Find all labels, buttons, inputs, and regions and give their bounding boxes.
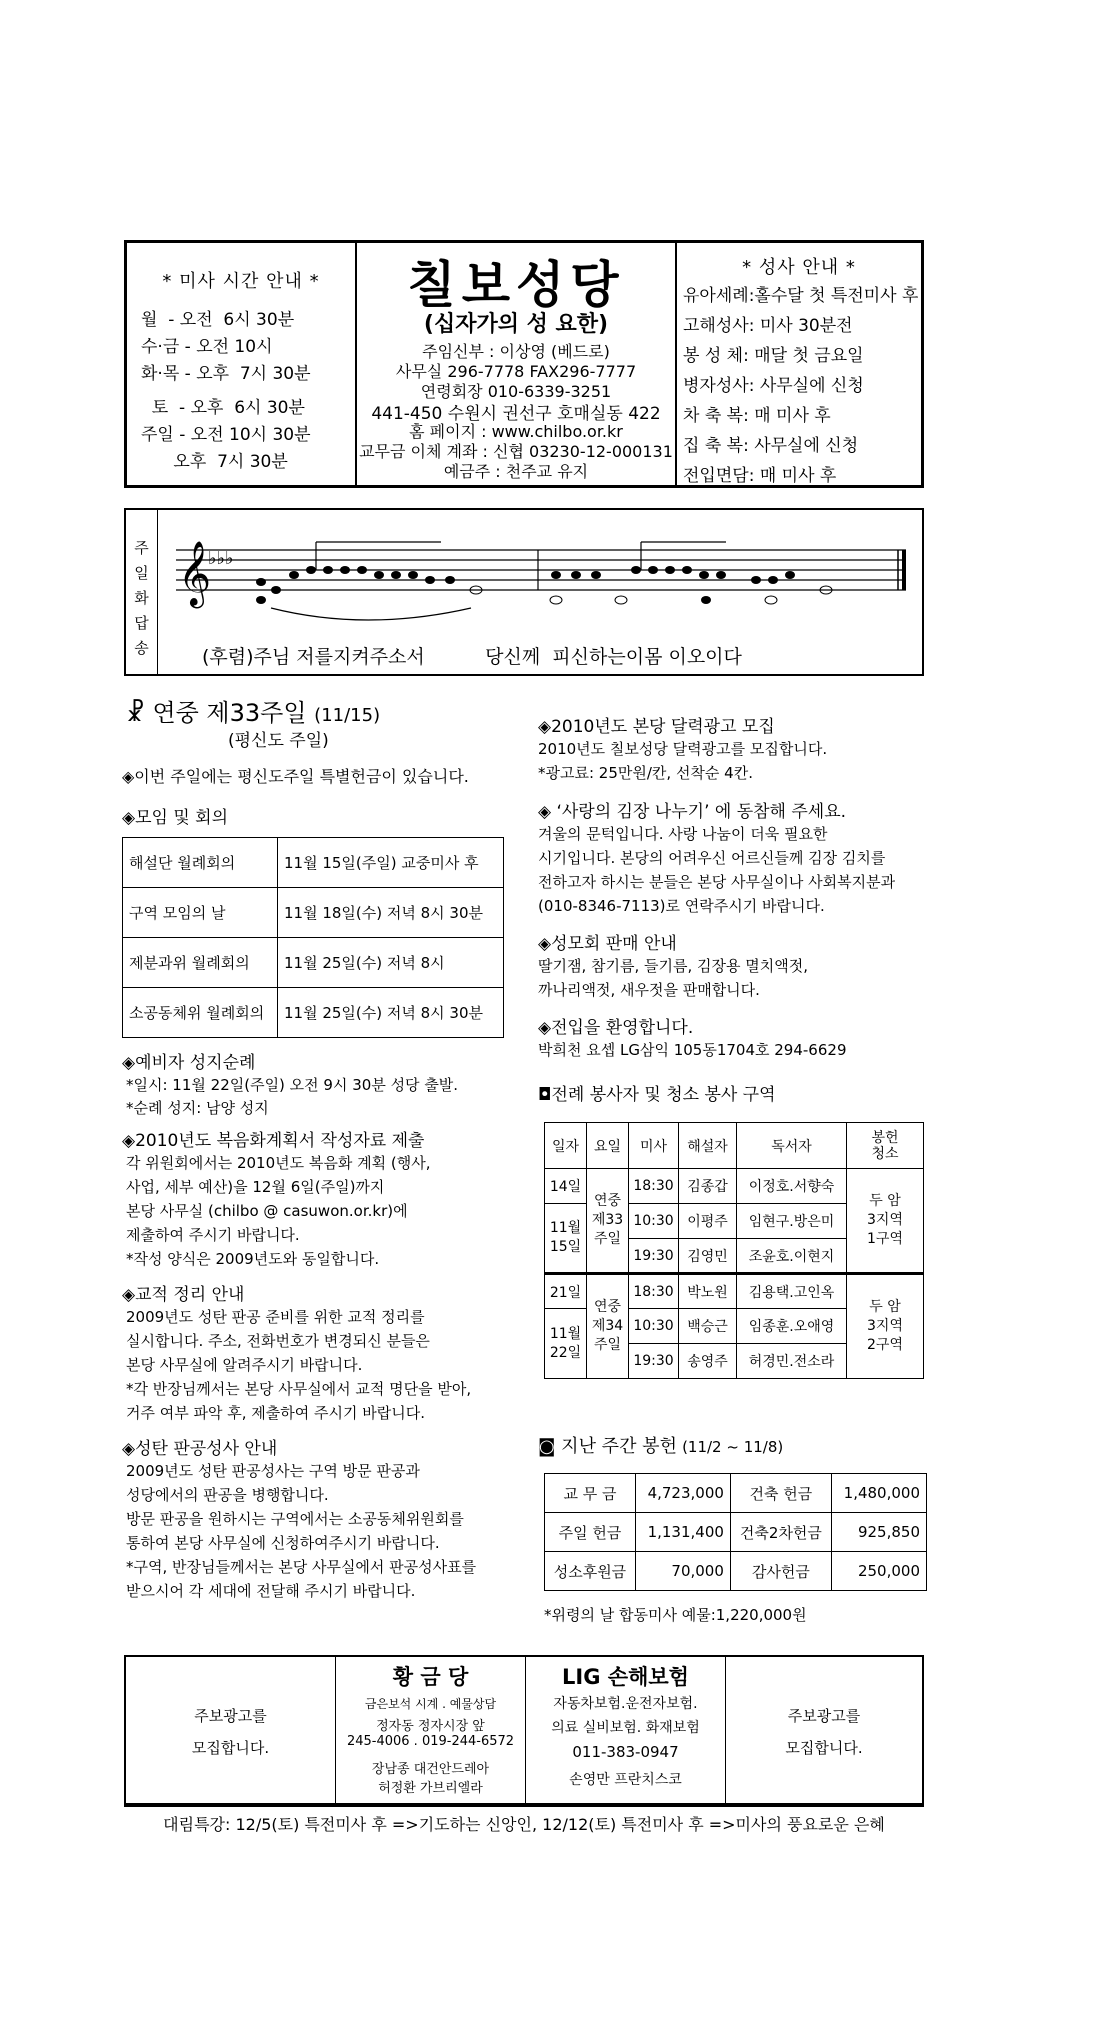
parish-subtitle: (십자가의 성 요한) xyxy=(423,312,609,337)
mass-times-title: * 미사 시간 안내 * xyxy=(162,271,320,292)
address: 441-450 수원시 권선구 호매실동 422 xyxy=(371,404,661,424)
ad-text: 의료 실비보험. 화재보험 xyxy=(551,1720,700,1736)
office-phone: 사무실 296-7778 FAX296-7777 xyxy=(395,362,637,381)
liturgy-service-table xyxy=(544,1122,924,1379)
homepage: 홈 페이지 : www.chilbo.or.kr xyxy=(409,422,623,441)
table-row xyxy=(123,938,504,988)
ad-left xyxy=(126,1657,336,1803)
commentator-cell: 이평주 xyxy=(679,1204,737,1239)
meeting-time: 11월 18일(수) 저녁 8시 30분 xyxy=(278,888,504,938)
offering-amount: 1,480,000 xyxy=(831,1474,926,1513)
council-phone: 연령회장 010-6339-3251 xyxy=(420,382,612,401)
confession-heading: ◈성탄 판공성사 안내 xyxy=(122,1439,278,1459)
meeting-time: 11월 25일(수) 저녁 8시 xyxy=(278,938,504,988)
lector-cell: 김용택.고인옥 xyxy=(737,1274,847,1309)
evangelization-line: 사업, 세부 예산)을 12월 6일(주일)까지 xyxy=(126,1178,385,1196)
sunday-title xyxy=(126,693,380,728)
pilgrimage-line: *일시: 11월 22일(주일) 오전 9시 30분 성당 출발. xyxy=(126,1076,459,1094)
offering-heading-text: ◙ 지난 주간 봉헌 xyxy=(538,1436,677,1457)
table-row xyxy=(123,988,504,1038)
offering-label: 건축2차헌금 xyxy=(730,1513,831,1552)
meeting-name: 제분과위 월례회의 xyxy=(123,938,278,988)
ad-insurance xyxy=(526,1657,726,1803)
commentator-cell: 백승근 xyxy=(679,1309,737,1344)
evangelization-line: 각 위원회에서는 2010년도 복음화 계획 (행사, xyxy=(126,1154,431,1172)
mass-time-row: 오후 7시 30분 xyxy=(141,452,288,472)
meetings-heading: ◈모임 및 회의 xyxy=(122,808,228,828)
ad-text: 장남종 대건안드레아 xyxy=(371,1762,490,1777)
svg-text:𝄞: 𝄞 xyxy=(178,541,212,606)
table-row xyxy=(545,1513,927,1552)
offering-amount: 250,000 xyxy=(831,1552,926,1591)
mass-time-row: 수·금 - 오전 10시 xyxy=(141,337,273,357)
confession-line: 받으시어 각 세대에 전달해 주시기 바랍니다. xyxy=(126,1582,416,1600)
offering-label: 건축 헌금 xyxy=(730,1474,831,1513)
meetings-table xyxy=(122,837,504,1038)
lector-cell: 이정호.서향숙 xyxy=(737,1169,847,1204)
col-header: 봉헌 청소 xyxy=(847,1123,924,1169)
ad-text: 245-4006 . 019-244-6572 xyxy=(346,1734,515,1749)
mass-time-row: 토 - 오후 6시 30분 xyxy=(141,398,305,418)
mass-time-row: 화·목 - 오후 7시 30분 xyxy=(141,364,311,384)
mass-time-cell: 18:30 xyxy=(629,1274,679,1309)
footer-divider xyxy=(124,1804,924,1807)
evangelization-line: *작성 양식은 2009년도와 동일합니다. xyxy=(126,1250,380,1268)
sacraments-title: * 성사 안내 * xyxy=(742,257,856,278)
pilgrimage-heading: ◈예비자 성지순례 xyxy=(122,1053,256,1073)
lector-cell: 허경민.전소라 xyxy=(737,1344,847,1379)
lector-cell: 임종훈.오애영 xyxy=(737,1309,847,1344)
pilgrimage-line: *순례 성지: 남양 성지 xyxy=(126,1099,269,1117)
ad-text: 011-383-0947 xyxy=(572,1743,679,1761)
table-row xyxy=(545,1274,924,1309)
meeting-name: 구역 모임의 날 xyxy=(123,888,278,938)
meeting-time: 11월 15일(주일) 교중미사 후 xyxy=(278,838,504,888)
offering-table xyxy=(544,1473,927,1591)
offering-heading xyxy=(538,1432,783,1458)
registry-heading: ◈교적 정리 안내 xyxy=(122,1285,245,1305)
offering-label: 주일 헌금 xyxy=(545,1513,636,1552)
calendar-ad-line: *광고료: 25만원/칸, 선착순 4칸. xyxy=(538,764,753,782)
ad-goldshop xyxy=(336,1657,526,1803)
offering-label: 교 무 금 xyxy=(545,1474,636,1513)
commentator-cell: 박노원 xyxy=(679,1274,737,1309)
offering-note: *위령의 날 합동미사 예물:1,220,000원 xyxy=(544,1606,807,1624)
evangelization-line: 제출하여 주시기 바랍니다. xyxy=(126,1226,300,1244)
kimchi-line: 시기입니다. 본당의 어려우신 어르신들께 김장 김치를 xyxy=(538,849,886,867)
sunday-date: (11/15) xyxy=(314,705,381,726)
sunday-subtitle: (평신도 주일) xyxy=(228,731,329,751)
col-header: 미사 xyxy=(629,1123,679,1169)
registry-line: *각 반장님께서는 본당 사무실에서 교적 명단을 받아, xyxy=(126,1380,472,1398)
evangelization-heading: ◈2010년도 복음화계획서 작성자료 제출 xyxy=(122,1131,425,1151)
day-cell: 연중 제34 주일 xyxy=(587,1274,629,1379)
ad-text: 주보광고를 xyxy=(194,1707,267,1725)
offering-amount: 925,850 xyxy=(831,1513,926,1552)
sacrament-row: 병자성사: 사무실에 신청 xyxy=(683,376,864,396)
meeting-name: 소공동체위 월례회의 xyxy=(123,988,278,1038)
date-cell: 14일 xyxy=(545,1169,587,1204)
mass-time-row: 주일 - 오전 10시 30분 xyxy=(141,425,311,445)
sunday-title-text: ☧ 연중 제33주일 xyxy=(126,699,307,727)
psalm-label-char: 답 xyxy=(134,614,149,632)
lector-cell: 조윤호.이현지 xyxy=(737,1239,847,1274)
calendar-ad-line: 2010년도 칠보성당 달력광고를 모집합니다. xyxy=(538,740,828,758)
meeting-time: 11월 25일(수) 저녁 8시 30분 xyxy=(278,988,504,1038)
ad-text: 모집합니다. xyxy=(785,1739,863,1757)
evangelization-line: 본당 사무실 (chilbo @ casuwon.or.kr)에 xyxy=(126,1202,408,1220)
bulletin-header xyxy=(124,240,924,488)
psalm-lyrics: (후렴)주님 저를지켜주소서 당신께 피신하는이몸 이오이다 xyxy=(202,646,742,668)
psalm-label-char: 화 xyxy=(134,589,149,607)
registry-line: 2009년도 성탄 판공 준비를 위한 교적 정리를 xyxy=(126,1308,425,1326)
date-cell: 21일 xyxy=(545,1274,587,1309)
ad-text: 손영만 프란치스코 xyxy=(569,1772,682,1788)
sacrament-row: 전입면담: 매 미사 후 xyxy=(683,466,837,486)
ads-box xyxy=(124,1655,924,1805)
pastor-info: 주임신부 : 이상영 (베드로) xyxy=(422,342,610,361)
table-row xyxy=(123,838,504,888)
sacrament-row: 차 축 복: 매 미사 후 xyxy=(683,406,831,426)
kimchi-line: 전하고자 하시는 분들은 본당 사무실이나 사회복지분과 xyxy=(538,873,896,891)
mass-time-cell: 10:30 xyxy=(629,1204,679,1239)
table-row xyxy=(545,1552,927,1591)
cleaning-cell: 두 암 3지역 1구역 xyxy=(847,1169,924,1274)
sales-line: 까나리액젓, 새우젓을 판매합니다. xyxy=(538,981,760,999)
special-collection-note: ◈이번 주일에는 평신도주일 특별헌금이 있습니다. xyxy=(122,767,469,786)
offering-label: 성소후원금 xyxy=(545,1552,636,1591)
sacrament-row: 고해성사: 미사 30분전 xyxy=(683,316,853,336)
depositor-info: 예금주 : 천주교 유지 xyxy=(443,462,589,481)
offering-range: (11/2 ~ 11/8) xyxy=(682,1438,784,1456)
confession-line: 방문 판공을 원하시는 구역에서는 소공동체위원회를 xyxy=(126,1510,464,1528)
sales-line: 딸기잼, 참기름, 들기름, 김장용 멸치액젓, xyxy=(538,957,808,975)
calendar-ad-heading: ◈2010년도 본당 달력광고 모집 xyxy=(538,717,775,737)
table-row xyxy=(123,888,504,938)
advent-lecture-note: 대림특강: 12/5(토) 특전미사 후 =>기도하는 신앙인, 12/12(토) 특전미사 후 =>미사의 풍요로운 은혜 xyxy=(163,1815,885,1834)
registry-line: 거주 여부 파악 후, 제출하여 주시기 바랍니다. xyxy=(126,1404,425,1422)
table-row xyxy=(545,1474,927,1513)
welcome-line: 박희천 요셉 LG삼익 105동1704호 294-6629 xyxy=(538,1041,847,1059)
table-row xyxy=(545,1169,924,1204)
confession-line: 2009년도 성탄 판공성사는 구역 방문 판공과 xyxy=(126,1462,420,1480)
mass-time-cell: 10:30 xyxy=(629,1309,679,1344)
mass-time-row: 월 - 오전 6시 30분 xyxy=(141,310,295,330)
offering-amount: 4,723,000 xyxy=(635,1474,730,1513)
kimchi-heading: ◈ ‘사랑의 김장 나누기’ 에 동참해 주세요. xyxy=(538,802,847,822)
account-info: 교무금 이체 계좌 : 신협 03230-12-000131 xyxy=(359,442,673,461)
commentator-cell: 김영민 xyxy=(679,1239,737,1274)
music-staff xyxy=(166,520,916,640)
ad-text: 주보광고를 xyxy=(787,1707,861,1725)
kimchi-line: (010-8346-7113)로 연락주시기 바랍니다. xyxy=(538,897,825,915)
sales-heading: ◈성모회 판매 안내 xyxy=(538,934,677,954)
insurance-name: LIG 손해보험 xyxy=(562,1665,689,1689)
ad-text: 금은보석 시계 . 예물상담 xyxy=(364,1697,497,1711)
ad-text: 정자동 정자시장 앞 xyxy=(376,1719,485,1734)
offering-amount: 1,131,400 xyxy=(635,1513,730,1552)
welcome-heading: ◈전입을 환영합니다. xyxy=(538,1018,694,1038)
table-header-row xyxy=(545,1123,924,1169)
sacraments-panel xyxy=(677,243,921,485)
offering-amount: 70,000 xyxy=(635,1552,730,1591)
offering-label: 감사헌금 xyxy=(730,1552,831,1591)
mass-time-cell: 19:30 xyxy=(629,1344,679,1379)
col-header: 해설자 xyxy=(679,1123,737,1169)
goldshop-name: 황 금 당 xyxy=(392,1665,469,1689)
ad-right xyxy=(726,1657,922,1803)
cleaning-cell: 두 암 3지역 2구역 xyxy=(847,1274,924,1379)
ad-text: 허정환 가브리엘라 xyxy=(378,1781,483,1796)
parish-info-panel xyxy=(357,243,677,485)
psalm-label-char: 송 xyxy=(134,639,149,657)
date-cell: 11월 15일 xyxy=(545,1204,587,1274)
ad-text: 자동차보험.운전자보험. xyxy=(553,1696,698,1712)
mass-time-cell: 18:30 xyxy=(629,1169,679,1204)
psalm-label xyxy=(126,510,158,674)
psalm-label-char: 주 xyxy=(134,539,149,557)
col-header: 요일 xyxy=(587,1123,629,1169)
confession-line: *구역, 반장님들께서는 본당 사무실에서 판공성사표를 xyxy=(126,1558,477,1576)
psalm-label-char: 일 xyxy=(134,564,149,582)
confession-line: 성당에서의 판공을 병행합니다. xyxy=(126,1486,329,1504)
ad-text: 모집합니다. xyxy=(191,1739,270,1757)
registry-line: 본당 사무실에 알려주시기 바랍니다. xyxy=(126,1356,363,1374)
music-notes xyxy=(256,566,832,604)
svg-text:♭♭♭: ♭♭♭ xyxy=(208,548,234,569)
day-cell: 연중 제33 주일 xyxy=(587,1169,629,1274)
parish-name: 칠보성당 xyxy=(407,255,625,314)
lector-cell: 임현구.방은미 xyxy=(737,1204,847,1239)
sacrament-row: 유아세례:홀수달 첫 특전미사 후 xyxy=(683,286,919,306)
sacrament-row: 봉 성 체: 매달 첫 금요일 xyxy=(683,346,864,366)
col-header: 일자 xyxy=(545,1123,587,1169)
kimchi-line: 겨울의 문턱입니다. 사랑 나눔이 더욱 필요한 xyxy=(538,825,828,843)
sacrament-row: 집 축 복: 사무실에 신청 xyxy=(683,436,859,456)
col-header: 독서자 xyxy=(737,1123,847,1169)
mass-time-cell: 19:30 xyxy=(629,1239,679,1274)
serve-heading: ◘전례 봉사자 및 청소 봉사 구역 xyxy=(538,1085,776,1105)
mass-times-panel xyxy=(127,243,357,485)
commentator-cell: 송영주 xyxy=(679,1344,737,1379)
responsorial-psalm-box xyxy=(124,508,924,676)
confession-line: 통하여 본당 사무실에 신청하여주시기 바랍니다. xyxy=(126,1534,440,1552)
meeting-name: 해설단 월례회의 xyxy=(123,838,278,888)
commentator-cell: 김종갑 xyxy=(679,1169,737,1204)
date-cell: 11월 22일 xyxy=(545,1309,587,1379)
registry-line: 실시합니다. 주소, 전화번호가 변경되신 분들은 xyxy=(126,1332,430,1350)
